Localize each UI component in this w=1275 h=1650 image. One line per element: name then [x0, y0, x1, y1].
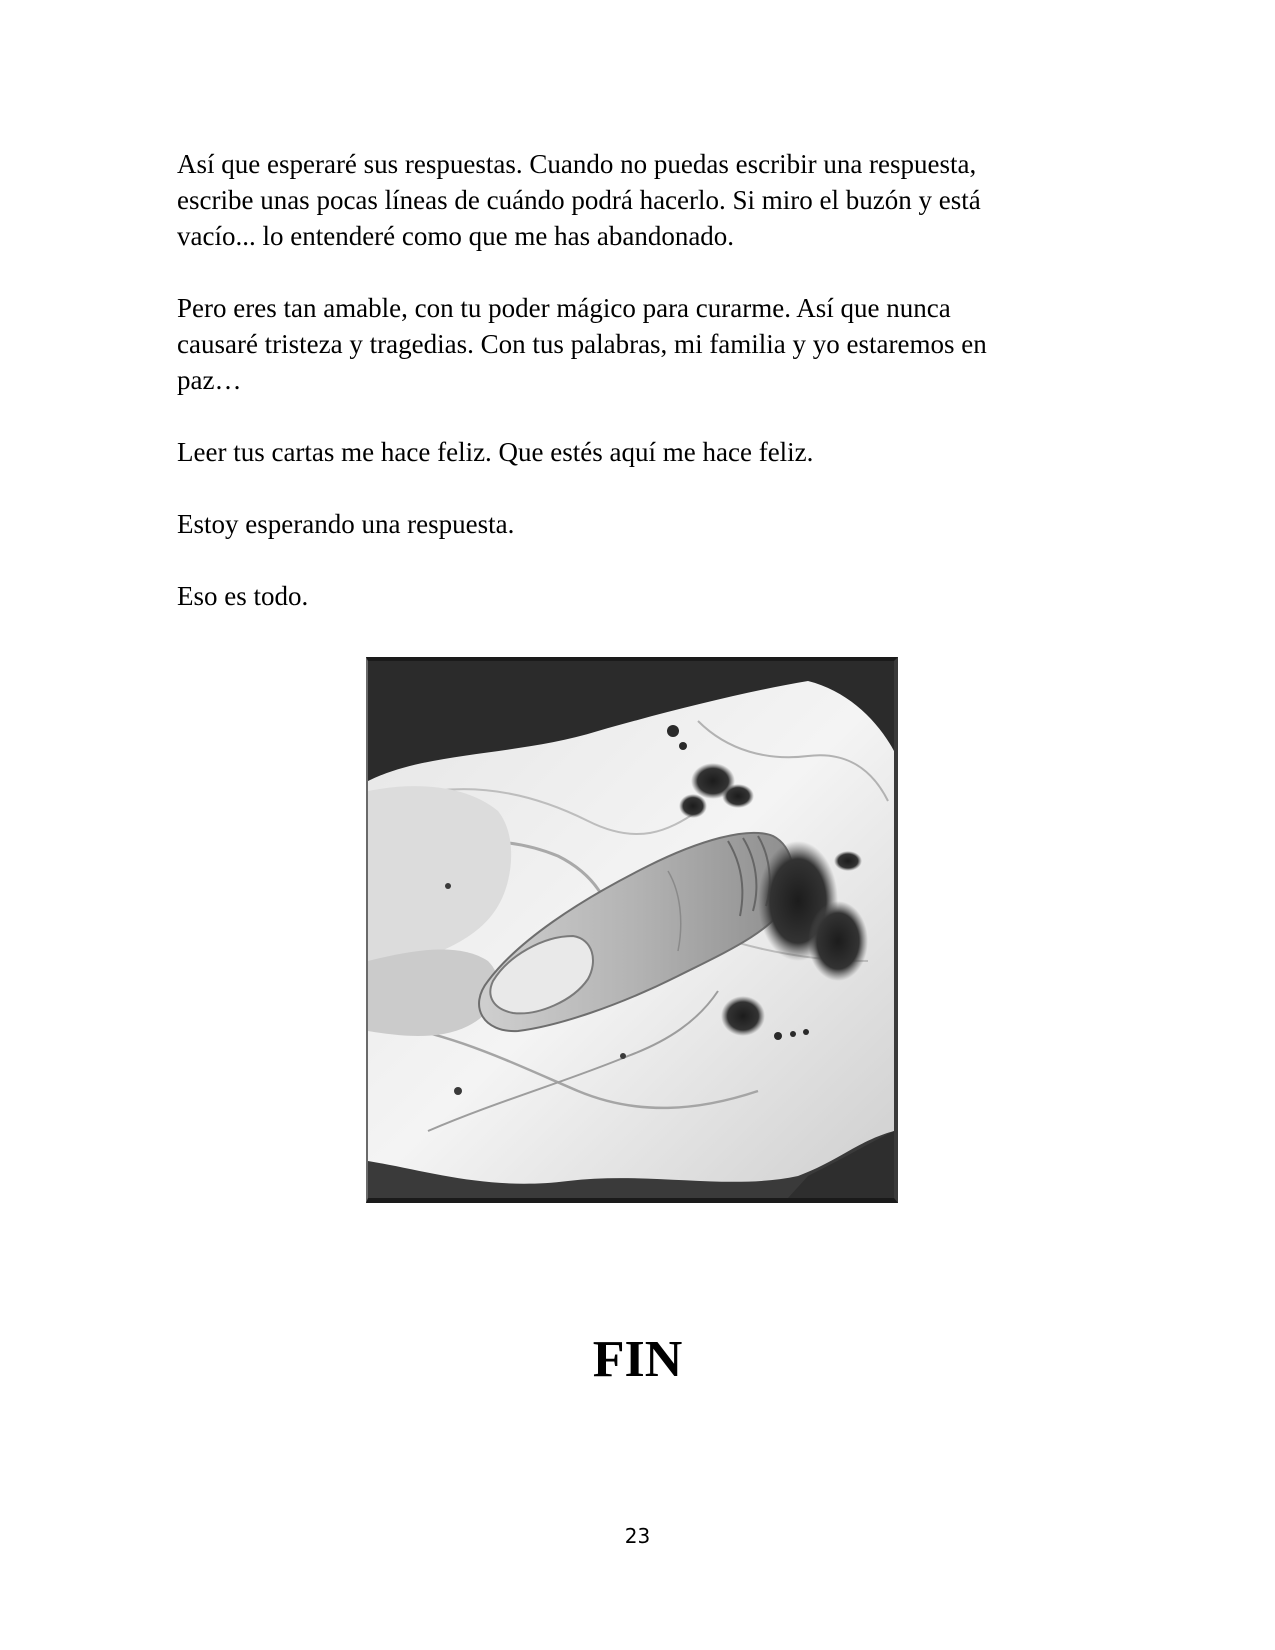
ink-blot	[834, 851, 862, 871]
illustration-pencil-drawing	[366, 657, 898, 1203]
ink-speck	[454, 1087, 462, 1095]
ink-speck	[774, 1032, 782, 1040]
ink-speck	[803, 1029, 809, 1035]
paragraph: Leer tus cartas me hace feliz. Que estés aquí me hace feliz.	[177, 437, 814, 467]
body-text	[177, 146, 1077, 650]
ink-blot	[721, 996, 765, 1036]
ending-title: FIN	[592, 1331, 683, 1388]
ink-blot	[808, 901, 868, 981]
ink-speck	[667, 725, 679, 737]
ink-speck	[790, 1031, 796, 1037]
page-number: 23	[624, 1524, 651, 1548]
ink-speck	[679, 742, 687, 750]
ink-speck	[620, 1053, 626, 1059]
illustration-svg	[368, 661, 894, 1198]
paragraph: Pero eres tan amable, con tu poder mágico para curarme. Así que nunca causaré tristeza y tragedias. Con tus palabras, mi familia y yo estaremos en paz…	[177, 293, 987, 395]
ink-blot	[679, 794, 707, 818]
paragraph: Estoy esperando una respuesta.	[177, 509, 515, 539]
paragraph: Eso es todo.	[177, 581, 309, 611]
ink-speck	[445, 883, 451, 889]
ink-blot	[722, 784, 754, 808]
paragraph: Así que esperaré sus respuestas. Cuando no puedas escribir una respuesta, escribe unas pocas líneas de cuándo podrá hacerlo. Si miro el buzón y está vacío... lo entenderé como que me has abandonado.	[177, 149, 981, 251]
